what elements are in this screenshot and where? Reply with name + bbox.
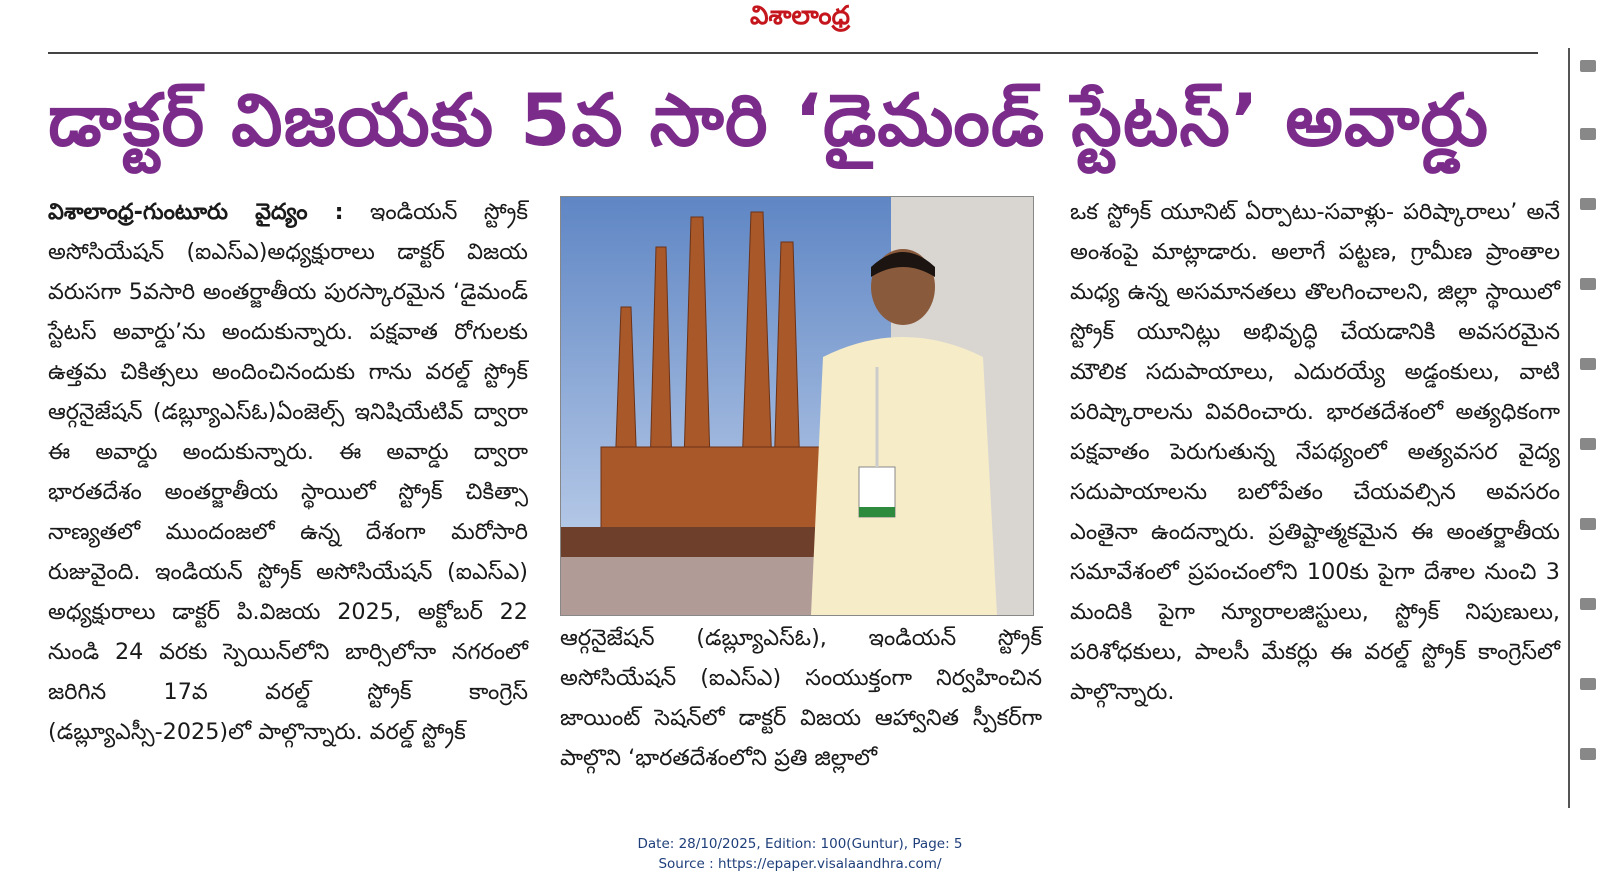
article-column-right: ఒక స్ట్రోక్ యూనిట్ ఏర్పాటు-సవాళ్లు- పరిష్కారాలు’ అనే అంశంపై మాట్లాడారు. అలాగే పట్టణ, గ్రామీణ ప్రాంతాల మధ్య ఉన్న అసమానతలు తొలగించాలని, జిల్లా స్థాయిలో స్ట్రోక్ యూనిట్లు అభివృద్ధి చేయడానికి అవసరమైన మౌలిక సదుపాయాలు, ఎదురయ్యే అడ్డంకులు, వాటి పరిష్కారాలను వివరించారు. భారతదేశంలో అత్యధికంగా పక్షవాతం పెరుగుతున్న నేపథ్యంలో అత్యవసర వైద్య సదుపాయాలను బలోపేతం చేయవల్సిన అవసరం ఎంతైనా ఉందన్నారు. ప్రతిష్టాత్మకమైన ఈ అంతర్జాతీయ సమావేశంలో ప్రపంచంలోని 100కు పైగా దేశాల నుంచి 3 మందికి పైగా న్యూరాలజిస్టులు, స్ట్రోక్ నిపుణులు, పరిశోధకులు, పాలసీ మేకర్లు ఈ వరల్డ్ స్ట్రోక్ కాంగ్రెస్‌లో పాల్గొన్నారు. bbox=[1070, 199, 1560, 705]
portrait-photo-icon bbox=[561, 197, 1033, 615]
adjacent-article-edge bbox=[1576, 48, 1600, 808]
article-photo bbox=[560, 196, 1034, 616]
footer-date-line: Date: 28/10/2025, Edition: 100(Guntur), Page: 5 bbox=[637, 836, 963, 852]
footer-caption bbox=[0, 834, 1600, 874]
article-text-left: ఇండియన్ స్ట్రోక్ అసోసియేషన్ (ఐఎస్ఎ)అధ్యక్షురాలు డాక్టర్ విజయ వరుసగా 5వసారి అంతర్జాతీయ పురస్కారమైన ‘డైమండ్ స్టేటస్ అవార్డు’ను అందుకున్నారు. పక్షవాత రోగులకు ఉత్తమ చికిత్సలు అందించినందుకు గాను వరల్డ్ స్ట్రోక్ ఆర్గనైజేషన్ (డబ్ల్యూఎస్ఓ)ఏంజెల్స్ ఇనిషియేటివ్ ద్వారా ఈ అవార్డు అందుకున్నారు. ఈ అవార్డు ద్వారా భారతదేశం అంతర్జాతీయ స్థాయిలో స్ట్రోక్ చికిత్సా నాణ్యతలో ముందంజలో ఉన్న దేశంగా మరోసారి రుజువైంది. ఇండియన్ స్ట్రోక్ అసోసియేషన్ (ఐఎస్ఎ) అధ్యక్షురాలు డాక్టర్ పి.విజయ 2025, అక్టోబర్ 22 నుండి 24 వరకు స్పెయిన్‌లోని బార్సిలోనా నగరంలో జరిగిన 17వ వరల్డ్ స్ట్రోక్ కాంగ్రెస్ (డబ్ల్యూఎస్సీ-2025)లో పాల్గొన్నారు. వరల్డ్ స్ట్రోక్ bbox=[48, 199, 529, 745]
headline: డాక్టర్ విజయకు 5వ సారి ‘డైమండ్ స్టేటస్’ అవార్డు bbox=[48, 78, 1490, 162]
right-divider bbox=[1568, 48, 1570, 808]
article-column-left bbox=[48, 192, 528, 752]
article-column-middle: ఆర్గనైజేషన్ (డబ్ల్యూఎస్ఓ), ఇండియన్ స్ట్రోక్ అసోసియేషన్ (ఐఎస్ఎ) సంయుక్తంగా నిర్వహించిన జాయింట్ సెషన్‌లో డాక్టర్ విజయ ఆహ్వానిత స్పీకర్‌గా పాల్గొని ‘భారతదేశంలోని ప్రతి జిల్లాలో bbox=[560, 625, 1042, 771]
byline: విశాలాంధ్ర-గుంటూరు వైద్యం : bbox=[48, 199, 344, 225]
footer-source-line[interactable]: Source : https://epaper.visalaandhra.com/ bbox=[658, 856, 942, 872]
top-divider bbox=[48, 52, 1538, 54]
masthead-logo: విశాలాంధ్ర bbox=[750, 1, 850, 31]
